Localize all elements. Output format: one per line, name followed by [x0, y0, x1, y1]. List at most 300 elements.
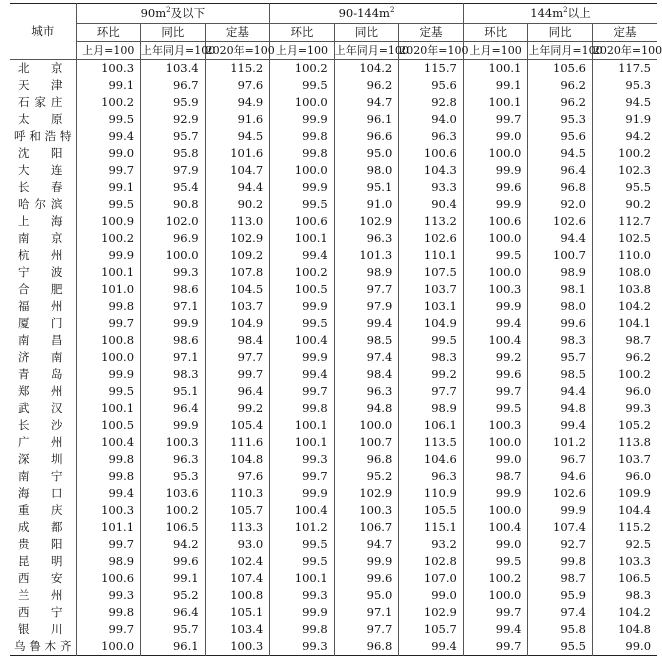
value-cell: 90.2: [592, 196, 657, 213]
value-cell: 96.3: [334, 230, 399, 247]
table-row: [10, 587, 657, 604]
value-cell: 99.4: [270, 247, 335, 264]
value-cell: 101.1: [76, 519, 141, 536]
value-cell: 102.9: [334, 485, 399, 502]
value-cell: 100.2: [592, 366, 657, 383]
table-row: [10, 179, 657, 196]
value-cell: 102.9: [334, 213, 399, 230]
city-cell: 广 州: [18, 435, 63, 449]
value-cell: 99.8: [528, 553, 593, 570]
value-cell: 99.8: [76, 298, 141, 315]
city-cell: 福 州: [18, 299, 63, 313]
subcolumn-header-row: [10, 24, 657, 42]
value-cell: 101.6: [205, 145, 270, 162]
subcolumn-header-base: 定基: [399, 24, 464, 42]
value-cell: 99.9: [76, 366, 141, 383]
city-cell: 西 宁: [18, 605, 63, 619]
value-cell: 107.4: [528, 519, 593, 536]
value-cell: 94.8: [334, 400, 399, 417]
value-cell: 104.8: [592, 621, 657, 638]
value-cell: 99.9: [270, 111, 335, 128]
value-cell: 104.3: [399, 162, 464, 179]
table-header: [10, 4, 662, 60]
value-cell: 95.9: [141, 94, 206, 111]
city-cell: 沈 阳: [18, 146, 63, 160]
value-cell: 105.2: [592, 417, 657, 434]
value-cell: 95.4: [141, 179, 206, 196]
table-row: [10, 417, 657, 434]
city-cell: 上 海: [18, 214, 63, 228]
value-cell: 100.2: [270, 60, 335, 78]
group-header-medium-area: $90-144m^2$: [270, 4, 464, 24]
value-cell: 92.5: [592, 536, 657, 553]
subcolumn-header-base: 定基: [592, 24, 657, 42]
table-row: [10, 281, 657, 298]
price-index-table: [10, 3, 662, 656]
value-cell: 99.9: [528, 502, 593, 519]
value-cell: 109.9: [592, 485, 657, 502]
city-cell: 石家庄: [18, 95, 63, 109]
value-cell: 98.7: [592, 332, 657, 349]
base-header-base: 2020年=100: [205, 42, 270, 60]
subcolumn-header-mom: 环比: [463, 24, 528, 42]
table-body: [10, 60, 657, 656]
value-cell: 99.5: [270, 315, 335, 332]
table-row: [10, 468, 657, 485]
value-cell: 94.2: [141, 536, 206, 553]
city-cell: 长 沙: [18, 418, 63, 432]
value-cell: 93.3: [399, 179, 464, 196]
value-cell: 99.4: [399, 638, 464, 656]
value-cell: 97.4: [334, 349, 399, 366]
value-cell: 96.0: [592, 468, 657, 485]
value-cell: 100.5: [270, 281, 335, 298]
table-row: [10, 536, 657, 553]
value-cell: 95.7: [528, 349, 593, 366]
value-cell: 99.5: [76, 196, 141, 213]
value-cell: 102.9: [399, 604, 464, 621]
value-cell: 98.1: [528, 281, 593, 298]
value-cell: 102.5: [592, 230, 657, 247]
value-cell: 104.2: [592, 298, 657, 315]
city-cell: 大 连: [18, 163, 63, 177]
city-cell: 合 肥: [18, 282, 63, 296]
value-cell: 95.2: [141, 587, 206, 604]
value-cell: 99.5: [270, 77, 335, 94]
value-cell: 98.7: [528, 570, 593, 587]
value-cell: 100.2: [76, 230, 141, 247]
value-cell: 95.1: [334, 179, 399, 196]
value-cell: 106.1: [399, 417, 464, 434]
value-cell: 90.8: [141, 196, 206, 213]
value-cell: 99.7: [76, 162, 141, 179]
city-cell: 哈尔滨: [18, 197, 63, 211]
value-cell: 104.5: [205, 281, 270, 298]
table-row: [10, 349, 657, 366]
value-cell: 111.6: [205, 434, 270, 451]
value-cell: 99.7: [463, 604, 528, 621]
value-cell: 99.4: [270, 366, 335, 383]
value-cell: 99.9: [141, 417, 206, 434]
value-cell: 98.3: [528, 332, 593, 349]
value-cell: 100.3: [205, 638, 270, 656]
value-cell: 99.5: [76, 383, 141, 400]
value-cell: 101.0: [76, 281, 141, 298]
base-header-yoy: 上年同月=100: [334, 42, 399, 60]
value-cell: 98.3: [399, 349, 464, 366]
value-cell: 100.0: [463, 264, 528, 281]
value-cell: 100.6: [270, 213, 335, 230]
table-row: [10, 434, 657, 451]
table-row: [10, 77, 657, 94]
value-cell: 99.0: [463, 536, 528, 553]
value-cell: 104.2: [592, 604, 657, 621]
value-cell: 94.4: [205, 179, 270, 196]
value-cell: 115.1: [399, 519, 464, 536]
value-cell: 99.6: [463, 179, 528, 196]
value-cell: 99.3: [270, 638, 335, 656]
value-cell: 95.3: [528, 111, 593, 128]
city-cell: 郑 州: [18, 384, 63, 398]
value-cell: 95.2: [334, 468, 399, 485]
value-cell: 106.5: [592, 570, 657, 587]
value-cell: 95.8: [528, 621, 593, 638]
value-cell: 99.9: [76, 247, 141, 264]
city-cell: 成 都: [18, 520, 63, 534]
value-cell: 95.3: [592, 77, 657, 94]
value-cell: 96.9: [141, 230, 206, 247]
city-cell: 济 南: [18, 350, 63, 364]
value-cell: 104.9: [399, 315, 464, 332]
table-row: [10, 519, 657, 536]
value-cell: 99.4: [528, 417, 593, 434]
table-row: [10, 570, 657, 587]
value-cell: 105.1: [205, 604, 270, 621]
value-cell: 99.3: [270, 451, 335, 468]
value-cell: 99.8: [270, 400, 335, 417]
value-cell: 104.9: [205, 315, 270, 332]
value-cell: 104.4: [592, 502, 657, 519]
value-cell: 97.1: [141, 298, 206, 315]
value-cell: 99.5: [463, 247, 528, 264]
value-cell: 97.4: [528, 604, 593, 621]
value-cell: 95.6: [399, 77, 464, 94]
value-cell: 110.9: [399, 485, 464, 502]
value-cell: 99.5: [270, 553, 335, 570]
value-cell: 110.3: [205, 485, 270, 502]
value-cell: 96.2: [334, 77, 399, 94]
value-cell: 98.6: [141, 332, 206, 349]
value-cell: 100.3: [76, 60, 141, 78]
value-cell: 95.7: [141, 621, 206, 638]
subcolumn-header-yoy: 同比: [528, 24, 593, 42]
value-cell: 96.3: [399, 128, 464, 145]
city-cell: 乌鲁木齐: [14, 639, 72, 653]
value-cell: 100.8: [76, 332, 141, 349]
value-cell: 100.1: [463, 94, 528, 111]
value-cell: 96.7: [528, 451, 593, 468]
value-cell: 97.6: [205, 468, 270, 485]
value-cell: 100.0: [463, 502, 528, 519]
base-header-base: 2020年=100: [399, 42, 464, 60]
value-cell: 100.4: [463, 519, 528, 536]
city-cell: 呼和浩特: [14, 129, 72, 143]
value-cell: 113.5: [399, 434, 464, 451]
value-cell: 100.2: [141, 502, 206, 519]
city-cell: 武 汉: [18, 401, 63, 415]
subcolumn-header-base: 定基: [205, 24, 270, 42]
value-cell: 115.2: [205, 60, 270, 78]
city-cell: 南 昌: [18, 333, 63, 347]
table-row: [10, 502, 657, 519]
city-cell: 西 安: [18, 571, 63, 585]
value-cell: 91.0: [334, 196, 399, 213]
value-cell: 96.4: [205, 383, 270, 400]
table-row: [10, 621, 657, 638]
value-cell: 99.6: [463, 366, 528, 383]
city-cell: 贵 阳: [18, 537, 63, 551]
value-cell: 92.8: [399, 94, 464, 111]
value-cell: 99.5: [463, 553, 528, 570]
table-row: [10, 383, 657, 400]
value-cell: 99.7: [76, 536, 141, 553]
value-cell: 100.1: [76, 400, 141, 417]
value-cell: 99.1: [76, 179, 141, 196]
table-row: [10, 230, 657, 247]
value-cell: 100.3: [463, 417, 528, 434]
value-cell: 99.2: [205, 400, 270, 417]
value-cell: 95.5: [592, 179, 657, 196]
value-cell: 100.2: [592, 145, 657, 162]
value-cell: 99.7: [76, 315, 141, 332]
table-row: [10, 145, 657, 162]
value-cell: 99.9: [334, 553, 399, 570]
value-cell: 100.3: [334, 502, 399, 519]
value-cell: 99.9: [270, 179, 335, 196]
value-cell: 100.0: [141, 247, 206, 264]
value-cell: 100.0: [463, 434, 528, 451]
price-index-table-wrapper: [10, 3, 662, 656]
value-cell: 100.0: [270, 94, 335, 111]
value-cell: 100.1: [270, 434, 335, 451]
value-cell: 99.4: [334, 315, 399, 332]
value-cell: 100.6: [463, 213, 528, 230]
table-row: [10, 400, 657, 417]
value-cell: 93.2: [399, 536, 464, 553]
value-cell: 91.9: [592, 111, 657, 128]
value-cell: 98.0: [334, 162, 399, 179]
value-cell: 100.7: [528, 247, 593, 264]
value-cell: 100.7: [334, 434, 399, 451]
value-cell: 101.2: [528, 434, 593, 451]
value-cell: 100.4: [270, 332, 335, 349]
table-row: [10, 315, 657, 332]
value-cell: 94.4: [528, 230, 593, 247]
value-cell: 108.0: [592, 264, 657, 281]
value-cell: 99.9: [141, 315, 206, 332]
value-cell: 95.1: [141, 383, 206, 400]
value-cell: 103.7: [399, 281, 464, 298]
table-row: [10, 60, 657, 78]
city-cell: 昆 明: [18, 554, 63, 568]
city-cell: 南 京: [18, 231, 63, 245]
table-row: [10, 162, 657, 179]
value-cell: 96.3: [399, 468, 464, 485]
city-cell: 宁 波: [18, 265, 63, 279]
value-cell: 94.5: [205, 128, 270, 145]
base-header-base: 2020年=100: [592, 42, 657, 60]
value-cell: 96.3: [141, 451, 206, 468]
base-header-row: [10, 42, 657, 60]
value-cell: 109.2: [205, 247, 270, 264]
value-cell: 99.7: [463, 111, 528, 128]
value-cell: 96.4: [141, 400, 206, 417]
value-cell: 113.0: [205, 213, 270, 230]
value-cell: 99.8: [76, 604, 141, 621]
city-cell: 兰 州: [18, 588, 63, 602]
value-cell: 92.0: [528, 196, 593, 213]
table-row: [10, 638, 657, 656]
value-cell: 96.3: [334, 383, 399, 400]
value-cell: 96.2: [528, 94, 593, 111]
value-cell: 96.0: [592, 383, 657, 400]
value-cell: 99.4: [76, 128, 141, 145]
value-cell: 102.6: [528, 485, 593, 502]
value-cell: 95.8: [141, 145, 206, 162]
value-cell: 97.7: [205, 349, 270, 366]
value-cell: 103.7: [592, 451, 657, 468]
value-cell: 100.2: [463, 570, 528, 587]
value-cell: 99.6: [528, 315, 593, 332]
value-cell: 100.6: [399, 145, 464, 162]
value-cell: 95.7: [141, 128, 206, 145]
value-cell: 112.7: [592, 213, 657, 230]
value-cell: 94.8: [528, 400, 593, 417]
table-row: [10, 128, 657, 145]
city-cell: 海 口: [18, 486, 63, 500]
value-cell: 99.2: [463, 349, 528, 366]
value-cell: 107.8: [205, 264, 270, 281]
value-cell: 95.0: [334, 145, 399, 162]
table-row: [10, 213, 657, 230]
table-row: [10, 553, 657, 570]
value-cell: 97.6: [205, 77, 270, 94]
value-cell: 99.1: [463, 77, 528, 94]
value-cell: 103.3: [592, 553, 657, 570]
value-cell: 99.9: [270, 298, 335, 315]
value-cell: 98.9: [399, 400, 464, 417]
value-cell: 99.7: [463, 638, 528, 656]
value-cell: 96.4: [141, 604, 206, 621]
value-cell: 99.5: [399, 332, 464, 349]
group-header-small-area: $90m^2$及以下: [76, 4, 270, 24]
value-cell: 105.7: [399, 621, 464, 638]
value-cell: 99.9: [463, 162, 528, 179]
value-cell: 99.5: [76, 111, 141, 128]
value-cell: 99.8: [270, 128, 335, 145]
city-cell: 北 京: [18, 61, 63, 75]
value-cell: 99.6: [141, 553, 206, 570]
value-cell: 106.7: [334, 519, 399, 536]
value-cell: 99.5: [463, 400, 528, 417]
value-cell: 99.7: [76, 621, 141, 638]
base-header-yoy: 上年同月=100: [141, 42, 206, 60]
table-row: [10, 264, 657, 281]
value-cell: 100.0: [463, 587, 528, 604]
value-cell: 96.2: [592, 349, 657, 366]
value-cell: 102.8: [399, 553, 464, 570]
value-cell: 99.3: [76, 587, 141, 604]
value-cell: 107.0: [399, 570, 464, 587]
value-cell: 107.4: [205, 570, 270, 587]
value-cell: 99.1: [76, 77, 141, 94]
value-cell: 100.2: [76, 94, 141, 111]
value-cell: 90.2: [205, 196, 270, 213]
value-cell: 99.3: [270, 587, 335, 604]
value-cell: 99.6: [334, 570, 399, 587]
city-cell: 天 津: [18, 78, 63, 92]
value-cell: 104.8: [205, 451, 270, 468]
value-cell: 98.9: [334, 264, 399, 281]
value-cell: 100.6: [76, 570, 141, 587]
value-cell: 98.5: [334, 332, 399, 349]
city-cell: 厦 门: [18, 316, 63, 330]
value-cell: 95.9: [528, 587, 593, 604]
value-cell: 103.8: [592, 281, 657, 298]
value-cell: 102.4: [205, 553, 270, 570]
value-cell: 97.7: [334, 621, 399, 638]
value-cell: 105.6: [528, 60, 593, 78]
value-cell: 99.0: [76, 145, 141, 162]
value-cell: 94.4: [528, 383, 593, 400]
value-cell: 98.5: [528, 366, 593, 383]
value-cell: 99.8: [270, 145, 335, 162]
city-cell: 重 庆: [18, 503, 63, 517]
value-cell: 103.4: [141, 60, 206, 78]
base-header-yoy: 上年同月=100: [528, 42, 593, 60]
value-cell: 95.3: [141, 468, 206, 485]
value-cell: 99.7: [205, 366, 270, 383]
value-cell: 99.8: [76, 451, 141, 468]
city-cell: 太 原: [18, 112, 63, 126]
value-cell: 98.4: [205, 332, 270, 349]
value-cell: 95.5: [528, 638, 593, 656]
value-cell: 96.8: [334, 451, 399, 468]
value-cell: 99.0: [592, 638, 657, 656]
city-cell: 南 宁: [18, 469, 63, 483]
value-cell: 100.0: [463, 230, 528, 247]
value-cell: 100.0: [270, 162, 335, 179]
value-cell: 100.0: [334, 417, 399, 434]
value-cell: 100.1: [270, 417, 335, 434]
value-cell: 96.4: [528, 162, 593, 179]
value-cell: 98.4: [334, 366, 399, 383]
value-cell: 113.2: [399, 213, 464, 230]
subcolumn-header-yoy: 同比: [334, 24, 399, 42]
value-cell: 100.3: [76, 502, 141, 519]
value-cell: 99.5: [270, 196, 335, 213]
value-cell: 99.7: [270, 383, 335, 400]
value-cell: 102.3: [592, 162, 657, 179]
value-cell: 103.7: [205, 298, 270, 315]
base-header-mom: 上月=100: [270, 42, 335, 60]
value-cell: 100.5: [76, 417, 141, 434]
value-cell: 100.8: [205, 587, 270, 604]
value-cell: 94.5: [592, 94, 657, 111]
group-header-large-area: $144m^2$以上: [463, 4, 657, 24]
value-cell: 100.1: [270, 570, 335, 587]
value-cell: 92.9: [141, 111, 206, 128]
